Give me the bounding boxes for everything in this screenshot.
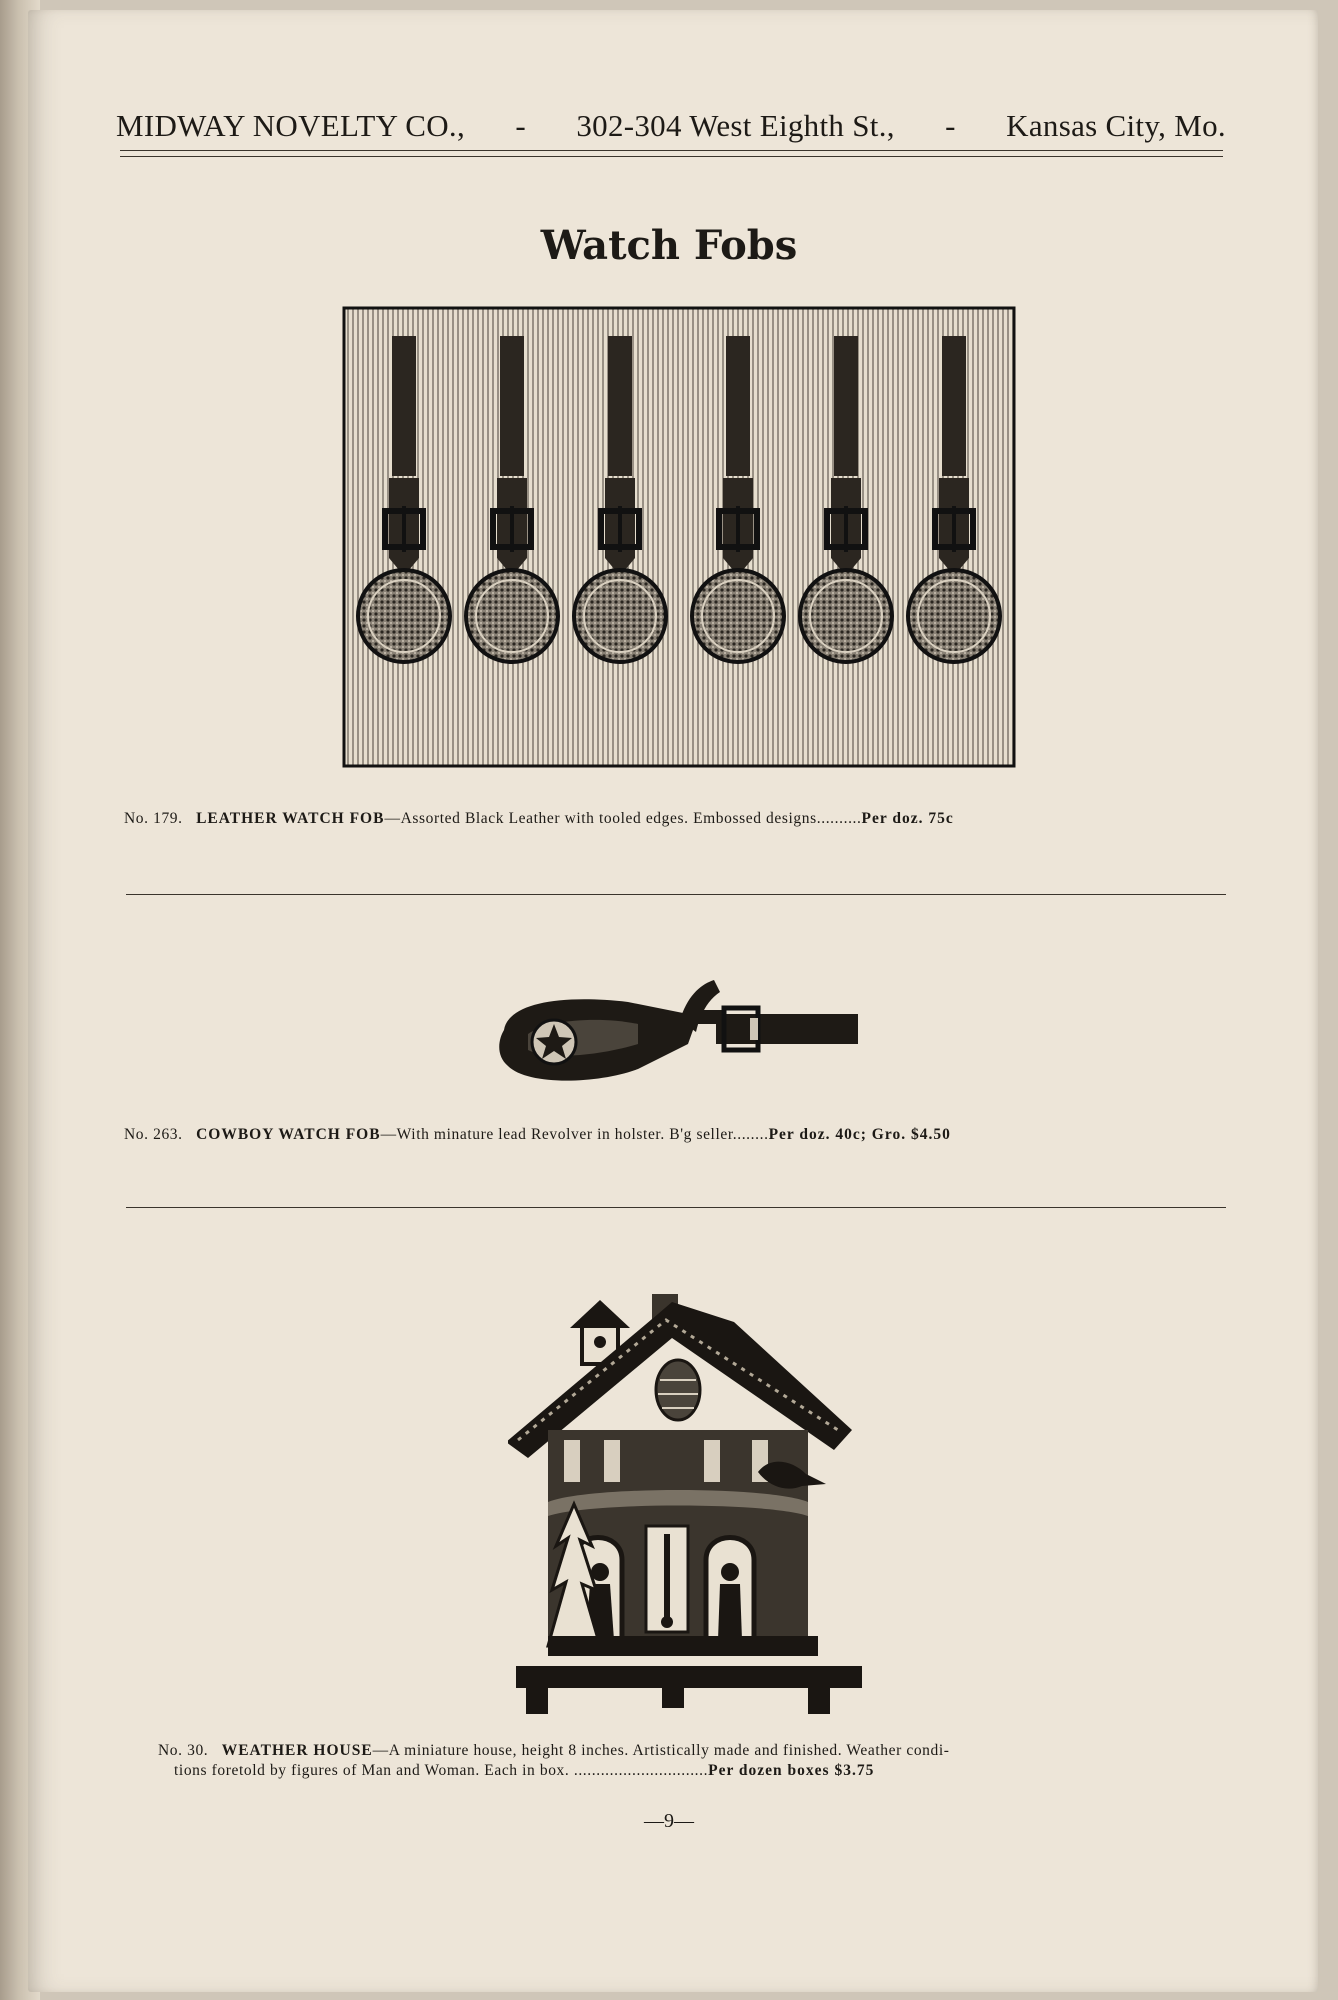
item-30-caption xyxy=(158,1742,950,1760)
section-divider xyxy=(126,1207,1226,1208)
header-separator: - xyxy=(945,108,956,143)
weather-house-illustration xyxy=(508,1290,862,1714)
item-name: WEATHER HOUSE xyxy=(221,1742,373,1759)
item-name: COWBOY WATCH FOB xyxy=(196,1126,381,1143)
leather-fob-illustration xyxy=(342,306,1016,768)
item-description: tions foretold by figures of Man and Woman. Each in box. .............................. xyxy=(174,1762,709,1779)
item-263-caption xyxy=(124,1126,951,1144)
page-header xyxy=(116,108,1226,144)
item-description: —Assorted Black Leather with tooled edges. Embossed designs.......... xyxy=(384,810,862,827)
item-price: Per doz. 75c xyxy=(861,810,954,827)
header-separator: - xyxy=(515,108,526,143)
item-30-caption-line2 xyxy=(174,1762,874,1780)
item-name: LEATHER WATCH FOB xyxy=(196,810,385,827)
page-number: —9— xyxy=(644,1810,694,1832)
page-title: Watch Fobs xyxy=(540,222,798,269)
company-address: 302-304 West Eighth St., xyxy=(576,108,895,143)
item-price: Per dozen boxes $3.75 xyxy=(708,1762,875,1779)
item-179-caption xyxy=(124,810,954,828)
cowboy-fob-illustration xyxy=(488,974,872,1090)
company-city: Kansas City, Mo. xyxy=(1006,108,1226,143)
item-number: No. 263. xyxy=(124,1126,183,1143)
item-description: —A miniature house, height 8 inches. Artistically made and finished. Weather condi- xyxy=(372,1742,950,1759)
header-rule xyxy=(120,150,1223,157)
item-price: Per doz. 40c; Gro. $4.50 xyxy=(768,1126,951,1143)
item-number: No. 30. xyxy=(158,1742,209,1759)
item-description: —With minature lead Revolver in holster. B'g seller........ xyxy=(380,1126,769,1143)
item-number: No. 179. xyxy=(124,810,183,827)
company-name: MIDWAY NOVELTY CO., xyxy=(116,108,466,143)
section-divider xyxy=(126,894,1226,895)
